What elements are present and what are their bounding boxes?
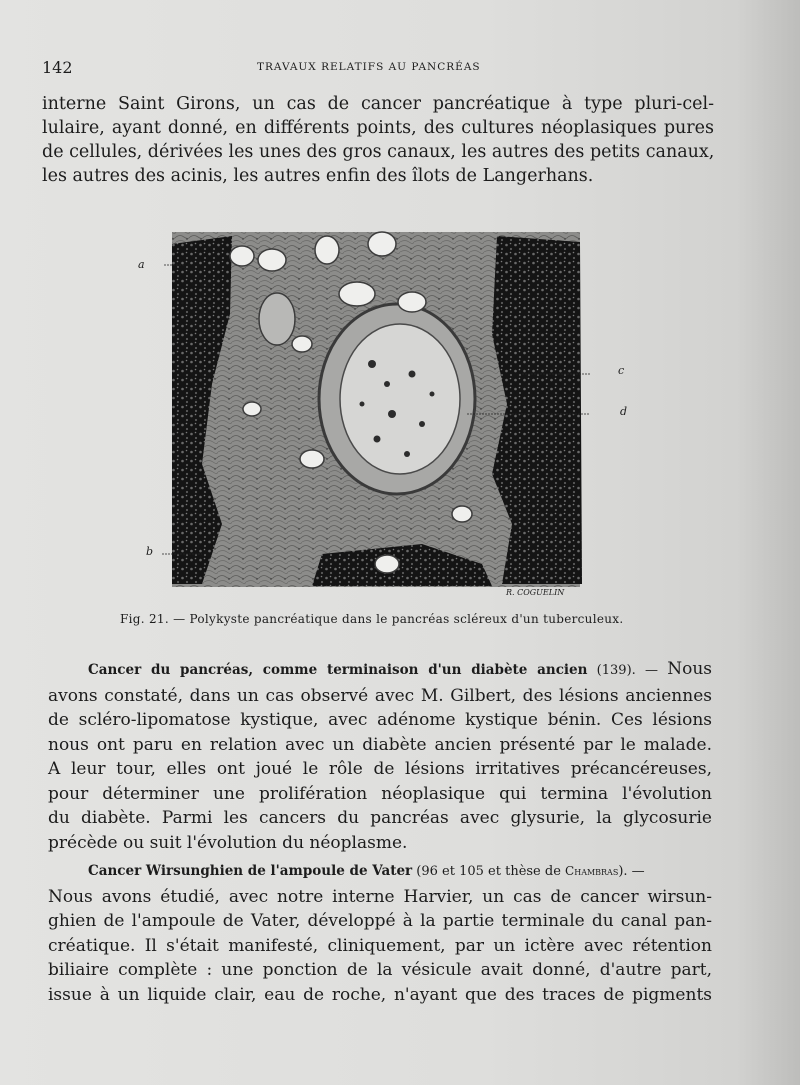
section-heading-line bbox=[48, 858, 712, 885]
figure-label-b: b bbox=[146, 545, 154, 558]
text-fragment: Nous bbox=[667, 659, 712, 679]
text-line: issue à un liquide clair, eau de roche, n'ayant que des traces de pigments bbox=[48, 984, 712, 1005]
figure-label-d: d bbox=[620, 405, 628, 418]
section-heading: Cancer Wirsunghien de l'ampoule de Vater bbox=[88, 863, 413, 879]
page-number: 142 bbox=[42, 58, 73, 77]
text-line: créatique. Il s'était manifesté, cliniquement, par un ictère avec rétention bbox=[48, 935, 712, 956]
cyst-lumen bbox=[340, 324, 460, 474]
text-line: interne Saint Girons, un cas de cancer pancréatique à type pluri-cel- bbox=[42, 94, 714, 114]
reference: (96 et 105 et thèse de bbox=[412, 864, 566, 879]
running-title: TRAVAUX RELATIFS AU PANCRÉAS bbox=[257, 61, 481, 73]
text-line: Nous avons étudié, avec notre interne Harvier, un cas de cancer wirsun- bbox=[48, 886, 712, 907]
text-line: nous ont paru en relation avec un diabète ancien présenté par le malade. bbox=[48, 734, 712, 755]
text-line: lulaire, ayant donné, en différents points, des cultures néoplasiques pures bbox=[42, 118, 714, 138]
page-header bbox=[42, 58, 742, 78]
text-line: A leur tour, elles ont joué le rôle de lésions irritatives précancéreuses, bbox=[48, 759, 712, 779]
section-heading-line bbox=[48, 657, 712, 684]
text-line: précède ou suit l'évolution du néoplasme. bbox=[48, 832, 408, 853]
text-line: ghien de l'ampoule de Vater, développé à la partie terminale du canal pan- bbox=[48, 911, 712, 931]
text-line: biliaire complète : une ponction de la vésicule avait donné, d'autre part, bbox=[48, 960, 712, 980]
text-line: pour déterminer une prolifération néoplasique qui termina l'évolution bbox=[48, 783, 712, 804]
text-line: avons constaté, dans un cas observé avec M. Gilbert, des lésions anciennes bbox=[48, 685, 712, 706]
reference-end: ). — bbox=[618, 864, 645, 879]
reference: (139). — bbox=[587, 663, 668, 678]
intro-paragraph bbox=[42, 92, 714, 188]
figure-caption: Fig. 21. — Polykyste pancréatique dans le pancréas scléreux d'un tuberculeux. bbox=[120, 612, 624, 626]
text-line: de scléro-lipomatose kystique, avec adénome kystique bénin. Ces lésions bbox=[48, 710, 712, 730]
section-heading: Cancer du pancréas, comme terminaison d'un diabète ancien bbox=[88, 662, 588, 678]
text-line: du diabète. Parmi les cancers du pancréas avec glysurie, la glycosurie bbox=[48, 808, 712, 828]
histology-figure bbox=[162, 224, 592, 594]
reference-author: Chambras bbox=[565, 864, 619, 878]
section-cancer-wirsunghien bbox=[48, 858, 712, 1007]
engraver-signature: R. COGUELIN bbox=[506, 588, 565, 597]
figure-label-c: c bbox=[618, 364, 625, 377]
section-cancer-diabete bbox=[48, 657, 712, 855]
figure-label-a: a bbox=[138, 258, 145, 271]
text-line: de cellules, dérivées les unes des gros canaux, les autres des petits canaux, bbox=[42, 142, 715, 162]
text-line: les autres des acinis, les autres enfin des îlots de Langerhans. bbox=[42, 166, 594, 186]
